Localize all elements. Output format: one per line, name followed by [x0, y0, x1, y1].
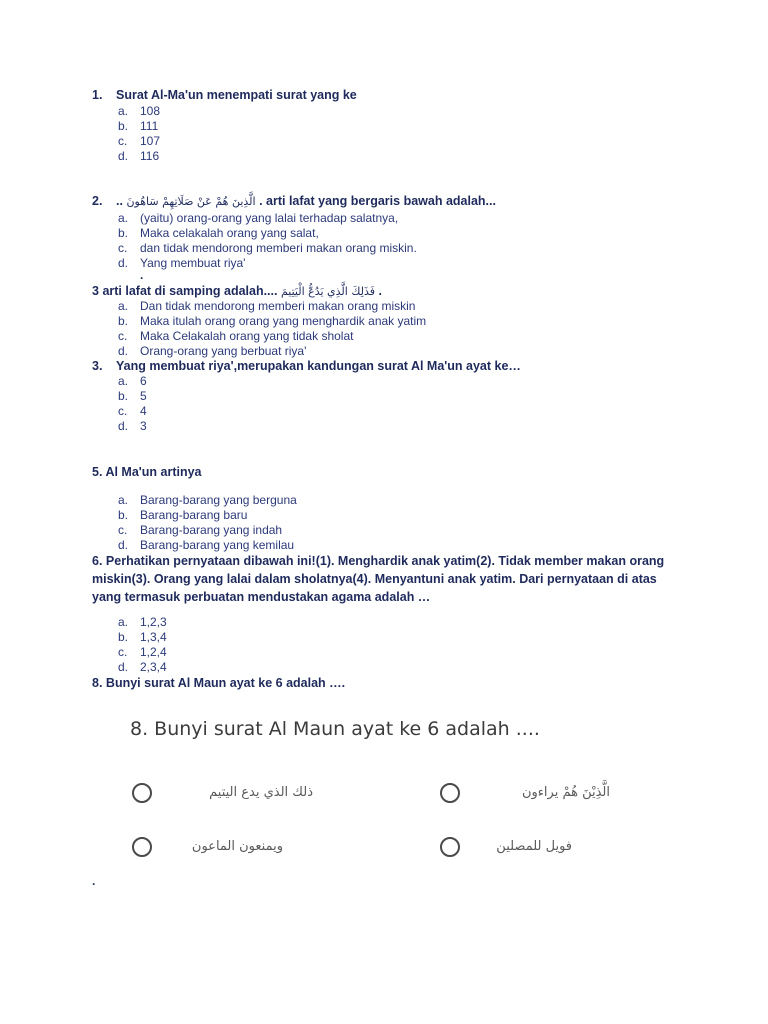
- option: b. Maka itulah orang orang yang menghardik anak yatim: [118, 314, 427, 328]
- option: b. Barang-barang baru: [118, 508, 248, 522]
- option: c. 107: [118, 134, 161, 148]
- option: a. 6: [118, 374, 147, 388]
- question-5: 5. Al Ma'un artinya: [92, 465, 202, 479]
- option: d. 116: [118, 149, 160, 163]
- radio-circle-icon: [440, 783, 460, 803]
- option: d. 2,3,4: [118, 660, 167, 674]
- option: c. dan tidak mendorong memberi makan orang miskin.: [118, 241, 417, 255]
- option: d. Barang-barang yang kemilau: [118, 538, 295, 552]
- stray-dot: .: [140, 268, 144, 282]
- question-3a: 3 arti lafat di samping adalah.... فَذَلِكَ الَّذِي يَدُعُّ الْيَتِيمَ .: [92, 284, 382, 298]
- question-1-options: [118, 104, 160, 164]
- question-2: 2. .. الَّذِينَ هُمْ عَنْ صَلَاتِهِمْ سَاهُونَ . arti lafat yang bergaris bawah adalah...: [92, 194, 496, 208]
- option: a. Dan tidak mendorong memberi makan orang miskin: [118, 299, 416, 313]
- option: c. 4: [118, 404, 147, 418]
- option: a. (yaitu) orang-orang yang lalai terhadap salatnya,: [118, 211, 399, 225]
- option: b. 1,3,4: [118, 630, 167, 644]
- radio-circle-icon: [132, 783, 152, 803]
- option: c. Barang-barang yang indah: [118, 523, 283, 537]
- option: d. 3: [118, 419, 147, 433]
- question-3b: 3. Yang membuat riya',merupakan kandungan surat Al Ma'un ayat ke…: [92, 359, 521, 373]
- option: b. 5: [118, 389, 147, 403]
- option: d. Yang membuat riya': [118, 256, 246, 270]
- option: a. Barang-barang yang berguna: [118, 493, 297, 507]
- arabic-verse: فَذَلِكَ الَّذِي يَدُعُّ الْيَتِيمَ: [280, 285, 375, 298]
- image-question-title: 8. Bunyi surat Al Maun ayat ke 6 adalah ....: [130, 718, 540, 740]
- question-5-options: [118, 493, 297, 553]
- option: a. 1,2,3: [118, 615, 167, 629]
- image-choice-4: فويل للمصلين: [496, 839, 572, 854]
- question-3b-options: [118, 374, 147, 434]
- image-choice-1: ذلك الذي يدع اليتيم: [209, 785, 313, 800]
- radio-circle-icon: [440, 837, 460, 857]
- radio-circle-icon: [132, 837, 152, 857]
- image-choice-3: ويمنعون الماعون: [191, 839, 283, 854]
- question-3a-options: [118, 299, 426, 359]
- question-8: 8. Bunyi surat Al Maun ayat ke 6 adalah ….: [92, 676, 346, 690]
- question-2-options: [118, 211, 417, 271]
- option: a. 108: [118, 104, 161, 118]
- question-1: 1. Surat Al-Ma'un menempati surat yang ke: [92, 88, 357, 102]
- image-choice-2: الَّذِيْنَ هُمْ يراءون: [521, 785, 610, 800]
- question-6: 6. Perhatikan pernyataan dibawah ini!(1). Menghardik anak yatim(2). Tidak member makan orang miskin(3). Orang yang lalai dalam sholatnya(4). Menyantuni anak yatim. Dari pernyataan di atas yang termasuk perbuatan mendustakan agama adalah …: [92, 554, 665, 604]
- option: b. 111: [118, 119, 159, 133]
- question-6-options: [118, 615, 167, 675]
- stray-dot: .: [92, 874, 96, 888]
- arabic-verse: الَّذِينَ هُمْ عَنْ صَلَاتِهِمْ سَاهُونَ: [126, 195, 256, 208]
- option: c. 1,2,4: [118, 645, 167, 659]
- option: b. Maka celakalah orang yang salat,: [118, 226, 319, 240]
- option: d. Orang-orang yang berbuat riya': [118, 344, 307, 358]
- embedded-question-image: [118, 700, 638, 875]
- option: c. Maka Celakalah orang yang tidak sholat: [118, 329, 354, 343]
